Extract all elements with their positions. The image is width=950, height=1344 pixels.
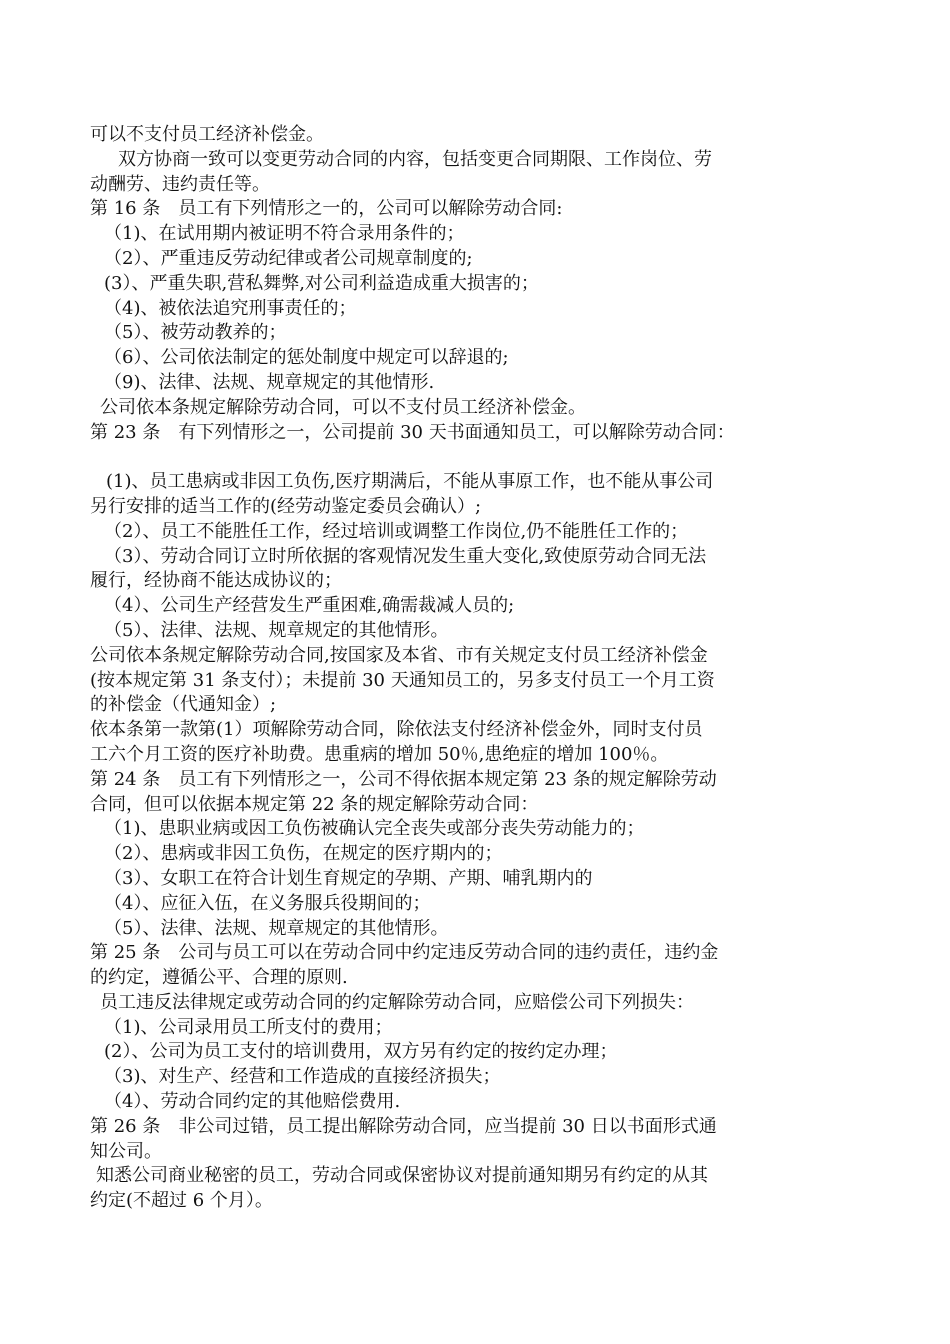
text-line: 知公司。 (90, 1140, 162, 1162)
document-page (90, 123, 870, 1214)
text-line: （9)、法律、法规、规章规定的其他情形. (104, 371, 435, 393)
text-line: 的补偿金（代通知金）; (90, 694, 277, 716)
text-line: 第 24 条 员工有下列情形之一，公司不得依据本规定第 23 条的规定解除劳动 (90, 768, 717, 790)
text-line: 的约定，遵循公平、合理的原则. (90, 967, 348, 989)
text-line: 合同，但可以依据本规定第 22 条的规定解除劳动合同： (90, 793, 539, 815)
text-line: 另行安排的适当工作的(经劳动鉴定委员会确认）; (90, 495, 482, 517)
text-line: （3）、劳动合同订立时所依据的客观情况发生重大变化,致使原劳动合同无法 (104, 545, 707, 567)
text-line: （5）、被劳动教养的； (104, 322, 287, 344)
text-line: （1)、公司录用员工所支付的费用； (104, 1016, 393, 1038)
text-line: （4)、被依法追究刑事责任的； (104, 297, 357, 319)
text-line: （2）、严重违反劳动纪律或者公司规章制度的; (104, 247, 473, 269)
text-line: （1)、在试用期内被证明不符合录用条件的； (104, 223, 465, 245)
text-line: 第 16 条 员工有下列情形之一的，公司可以解除劳动合同: (90, 198, 563, 220)
text-line: （1)、患职业病或因工负伤被确认完全丧失或部分丧失劳动能力的； (104, 818, 645, 840)
text-line: （3)、对生产、经营和工作造成的直接经济损失； (104, 1066, 501, 1088)
text-line: (1)、员工患病或非因工负伤,医疗期满后，不能从事原工作，也不能从事公司 (106, 471, 714, 493)
text-line: 公司依本条规定解除劳动合同，可以不支付员工经济补偿金。 (100, 396, 586, 418)
blank-line (90, 445, 870, 470)
text-line: 双方协商一致可以变更劳动合同的内容，包括变更合同期限、工作岗位、劳 (118, 148, 712, 170)
text-line: 可以不支付员工经济补偿金。 (90, 124, 324, 145)
text-line: 履行，经协商不能达成协议的； (90, 570, 342, 592)
text-line: 第 26 条 非公司过错，员工提出解除劳动合同，应当提前 30 日以书面形式通 (90, 1115, 717, 1137)
text-line: （4）、应征入伍，在义务服兵役期间的； (104, 892, 431, 914)
text-line: （4）、劳动合同约定的其他赔偿费用. (104, 1091, 401, 1113)
text-line: （2）、员工不能胜任工作，经过培训或调整工作岗位,仍不能胜任工作的； (104, 520, 689, 542)
text-line: （6）、公司依法制定的惩处制度中规定可以辞退的; (104, 347, 509, 369)
text-line: （5）、法律、法规、规章规定的其他情形。 (104, 619, 449, 641)
text-line: 员工违反法律规定或劳动合同的约定解除劳动合同，应赔偿公司下列损失： (100, 991, 694, 1013)
text-line: (按本规定第 31 条支付）；未提前 30 天通知员工的，另多支付员工一个月工资 (90, 669, 715, 691)
text-line: （4）、公司生产经营发生严重困难,确需裁减人员的; (104, 595, 515, 617)
text-line: 依本条第一款第(1）项解除劳动合同，除依法支付经济补偿金外，同时支付员 (90, 719, 703, 741)
text-line: （5）、法律、法规、规章规定的其他情形。 (104, 917, 449, 939)
text-line: 第 23 条 有下列情形之一，公司提前 30 天书面通知员工，可以解除劳动合同： (90, 421, 735, 443)
text-line: 第 25 条 公司与员工可以在劳动合同中约定违反劳动合同的违约责任，违约金 (90, 942, 719, 964)
text-line: （3）、女职工在符合计划生育规定的孕期、产期、哺乳期内的 (104, 867, 593, 889)
text-line: （2）、患病或非因工负伤，在规定的医疗期内的； (104, 843, 503, 865)
text-line: (3）、严重失职,营私舞弊,对公司利益造成重大损害的； (104, 272, 539, 294)
text-line: 动酬劳、违约责任等。 (90, 173, 270, 195)
text-line: 知悉公司商业秘密的员工，劳动合同或保密协议对提前通知期另有约定的从其 (96, 1165, 708, 1187)
text-line: 公司依本条规定解除劳动合同,按国家及本省、市有关规定支付员工经济补偿金 (90, 644, 708, 666)
text-line: 约定(不超过 6 个月）。 (90, 1190, 273, 1212)
text-line: 工六个月工资的医疗补助费。患重病的增加 50％,患绝症的增加 100％。 (90, 743, 669, 765)
text-line: (2）、公司为员工支付的培训费用，双方另有约定的按约定办理； (104, 1041, 618, 1063)
